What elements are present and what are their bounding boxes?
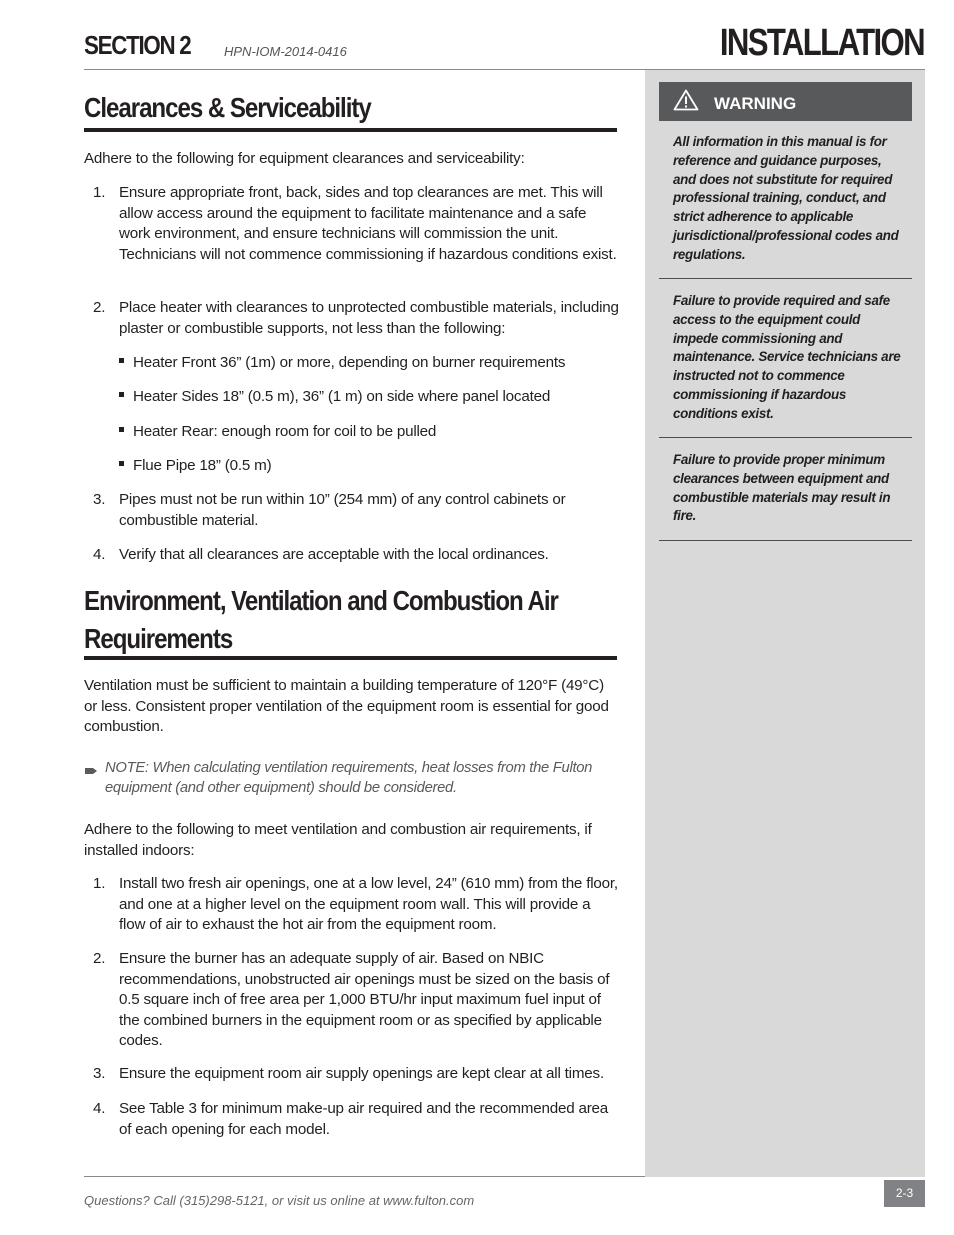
sub-list-item: [119, 387, 623, 408]
list-text: Install two fresh air openings, one at a low level, 24” (610 mm) from the floor, and one at a higher level on the equipment room wall. This will provide a flow of air to exhaust the hot air from the equipment room.: [119, 875, 618, 933]
note: [84, 758, 635, 798]
list-text: Ensure appropriate front, back, sides and top clearances are met. This will allow access around the equipment to facilitate maintenance and a safe work environment, and ensure technicians will commission the unit. Technicians will not commence commissioning if hazardous conditions exist.: [119, 184, 617, 263]
square-bullet-icon: [119, 358, 124, 363]
section-label: SECTION 2: [84, 30, 191, 60]
sub-list-item: [119, 422, 623, 443]
list-item: [93, 298, 619, 339]
warning-label: WARNING: [714, 94, 797, 113]
square-bullet-icon: [119, 461, 124, 466]
list-item: [93, 183, 619, 265]
ventilation-heading: Environment, Ventilation and Combustion Air Requirements: [84, 582, 617, 660]
list-item: [93, 1099, 619, 1140]
pointing-hand-icon: [84, 762, 98, 782]
warning-text-2: Failure to provide required and safe access to the equipment could impede commissioning and maintenance. Service technicians are instructed not to commence commissioning if hazardous conditions exist.: [673, 293, 901, 421]
clearances-heading: Clearances & Serviceability: [84, 92, 617, 132]
list-item: [93, 1064, 619, 1085]
warning-text-3: Failure to provide proper minimum clearances between equipment and combustible materials may result in fire.: [673, 452, 891, 524]
square-bullet-icon: [119, 392, 124, 397]
warning-banner: [659, 82, 912, 121]
list-text: Pipes must not be run within 10” (254 mm) of any control cabinets or combustible material.: [119, 491, 566, 529]
footer-contact: Questions? Call (315)298-5121, or visit us online at www.fulton.com: [84, 1193, 475, 1208]
list-text: See Table 3 for minimum make-up air required and the recommended area of each opening for each model.: [119, 1100, 609, 1138]
sub-list-text: Heater Rear: enough room for coil to be pulled: [133, 423, 437, 440]
clearances-intro: Adhere to the following for equipment clearances and serviceability:: [84, 150, 525, 167]
list-number: 1.: [93, 875, 106, 892]
sub-list-text: Heater Front 36” (1m) or more, depending on burner requirements: [133, 354, 566, 371]
list-number: 2.: [93, 950, 106, 967]
page-title: INSTALLATION: [719, 22, 924, 64]
list-item: [93, 949, 619, 1052]
sub-list-item: [119, 456, 623, 477]
warning-divider: [659, 278, 912, 279]
warning-divider: [659, 540, 912, 541]
page-number: 2-3: [884, 1180, 925, 1207]
sub-list-item: [119, 353, 623, 374]
list-number: 3.: [93, 491, 106, 508]
list-text: Ensure the equipment room air supply openings are kept clear at all times.: [119, 1065, 604, 1082]
sub-list-text: Heater Sides 18” (0.5 m), 36” (1 m) on side where panel located: [133, 388, 551, 405]
list-number: 4.: [93, 1100, 106, 1117]
ventilation-intro-2: Adhere to the following to meet ventilation and combustion air requirements, if installed indoors:: [84, 821, 592, 859]
ventilation-intro: Ventilation must be sufficient to maintain a building temperature of 120°F (49°C) or less. Consistent proper ventilation of the equipment room is essential for good combustion.: [84, 677, 609, 735]
list-number: 3.: [93, 1065, 106, 1082]
list-number: 1.: [93, 184, 106, 201]
list-text: Verify that all clearances are acceptable with the local ordinances.: [119, 546, 549, 563]
list-item: [93, 874, 619, 936]
footer-divider: [84, 1176, 645, 1177]
list-text: Place heater with clearances to unprotected combustible materials, including plaster or combustible supports, not less than the following:: [119, 299, 619, 337]
warning-divider: [659, 437, 912, 438]
square-bullet-icon: [119, 427, 124, 432]
note-text: NOTE: When calculating ventilation requirements, heat losses from the Fulton equipment (and other equipment) should be considered.: [105, 760, 593, 796]
warning-text-1: All information in this manual is for reference and guidance purposes, and does not substitute for required professional training, conduct, and strict adherence to applicable jurisdictional/professional codes and regulations.: [673, 134, 899, 262]
list-item: [93, 490, 619, 531]
list-number: 4.: [93, 546, 106, 563]
document-code: HPN-IOM-2014-0416: [224, 44, 347, 59]
list-item: [93, 545, 619, 566]
list-number: 2.: [93, 299, 106, 316]
sub-list-text: Flue Pipe 18” (0.5 m): [133, 457, 272, 474]
warning-triangle-icon: [673, 89, 699, 116]
list-text: Ensure the burner has an adequate supply of air. Based on NBIC recommendations, unobstructed air openings must be sized on the basis of 0.5 square inch of free area per 1,000 BTU/hr input maximum fuel input of the combined burners in the equipment room or as specified by applicable codes.: [119, 950, 610, 1049]
